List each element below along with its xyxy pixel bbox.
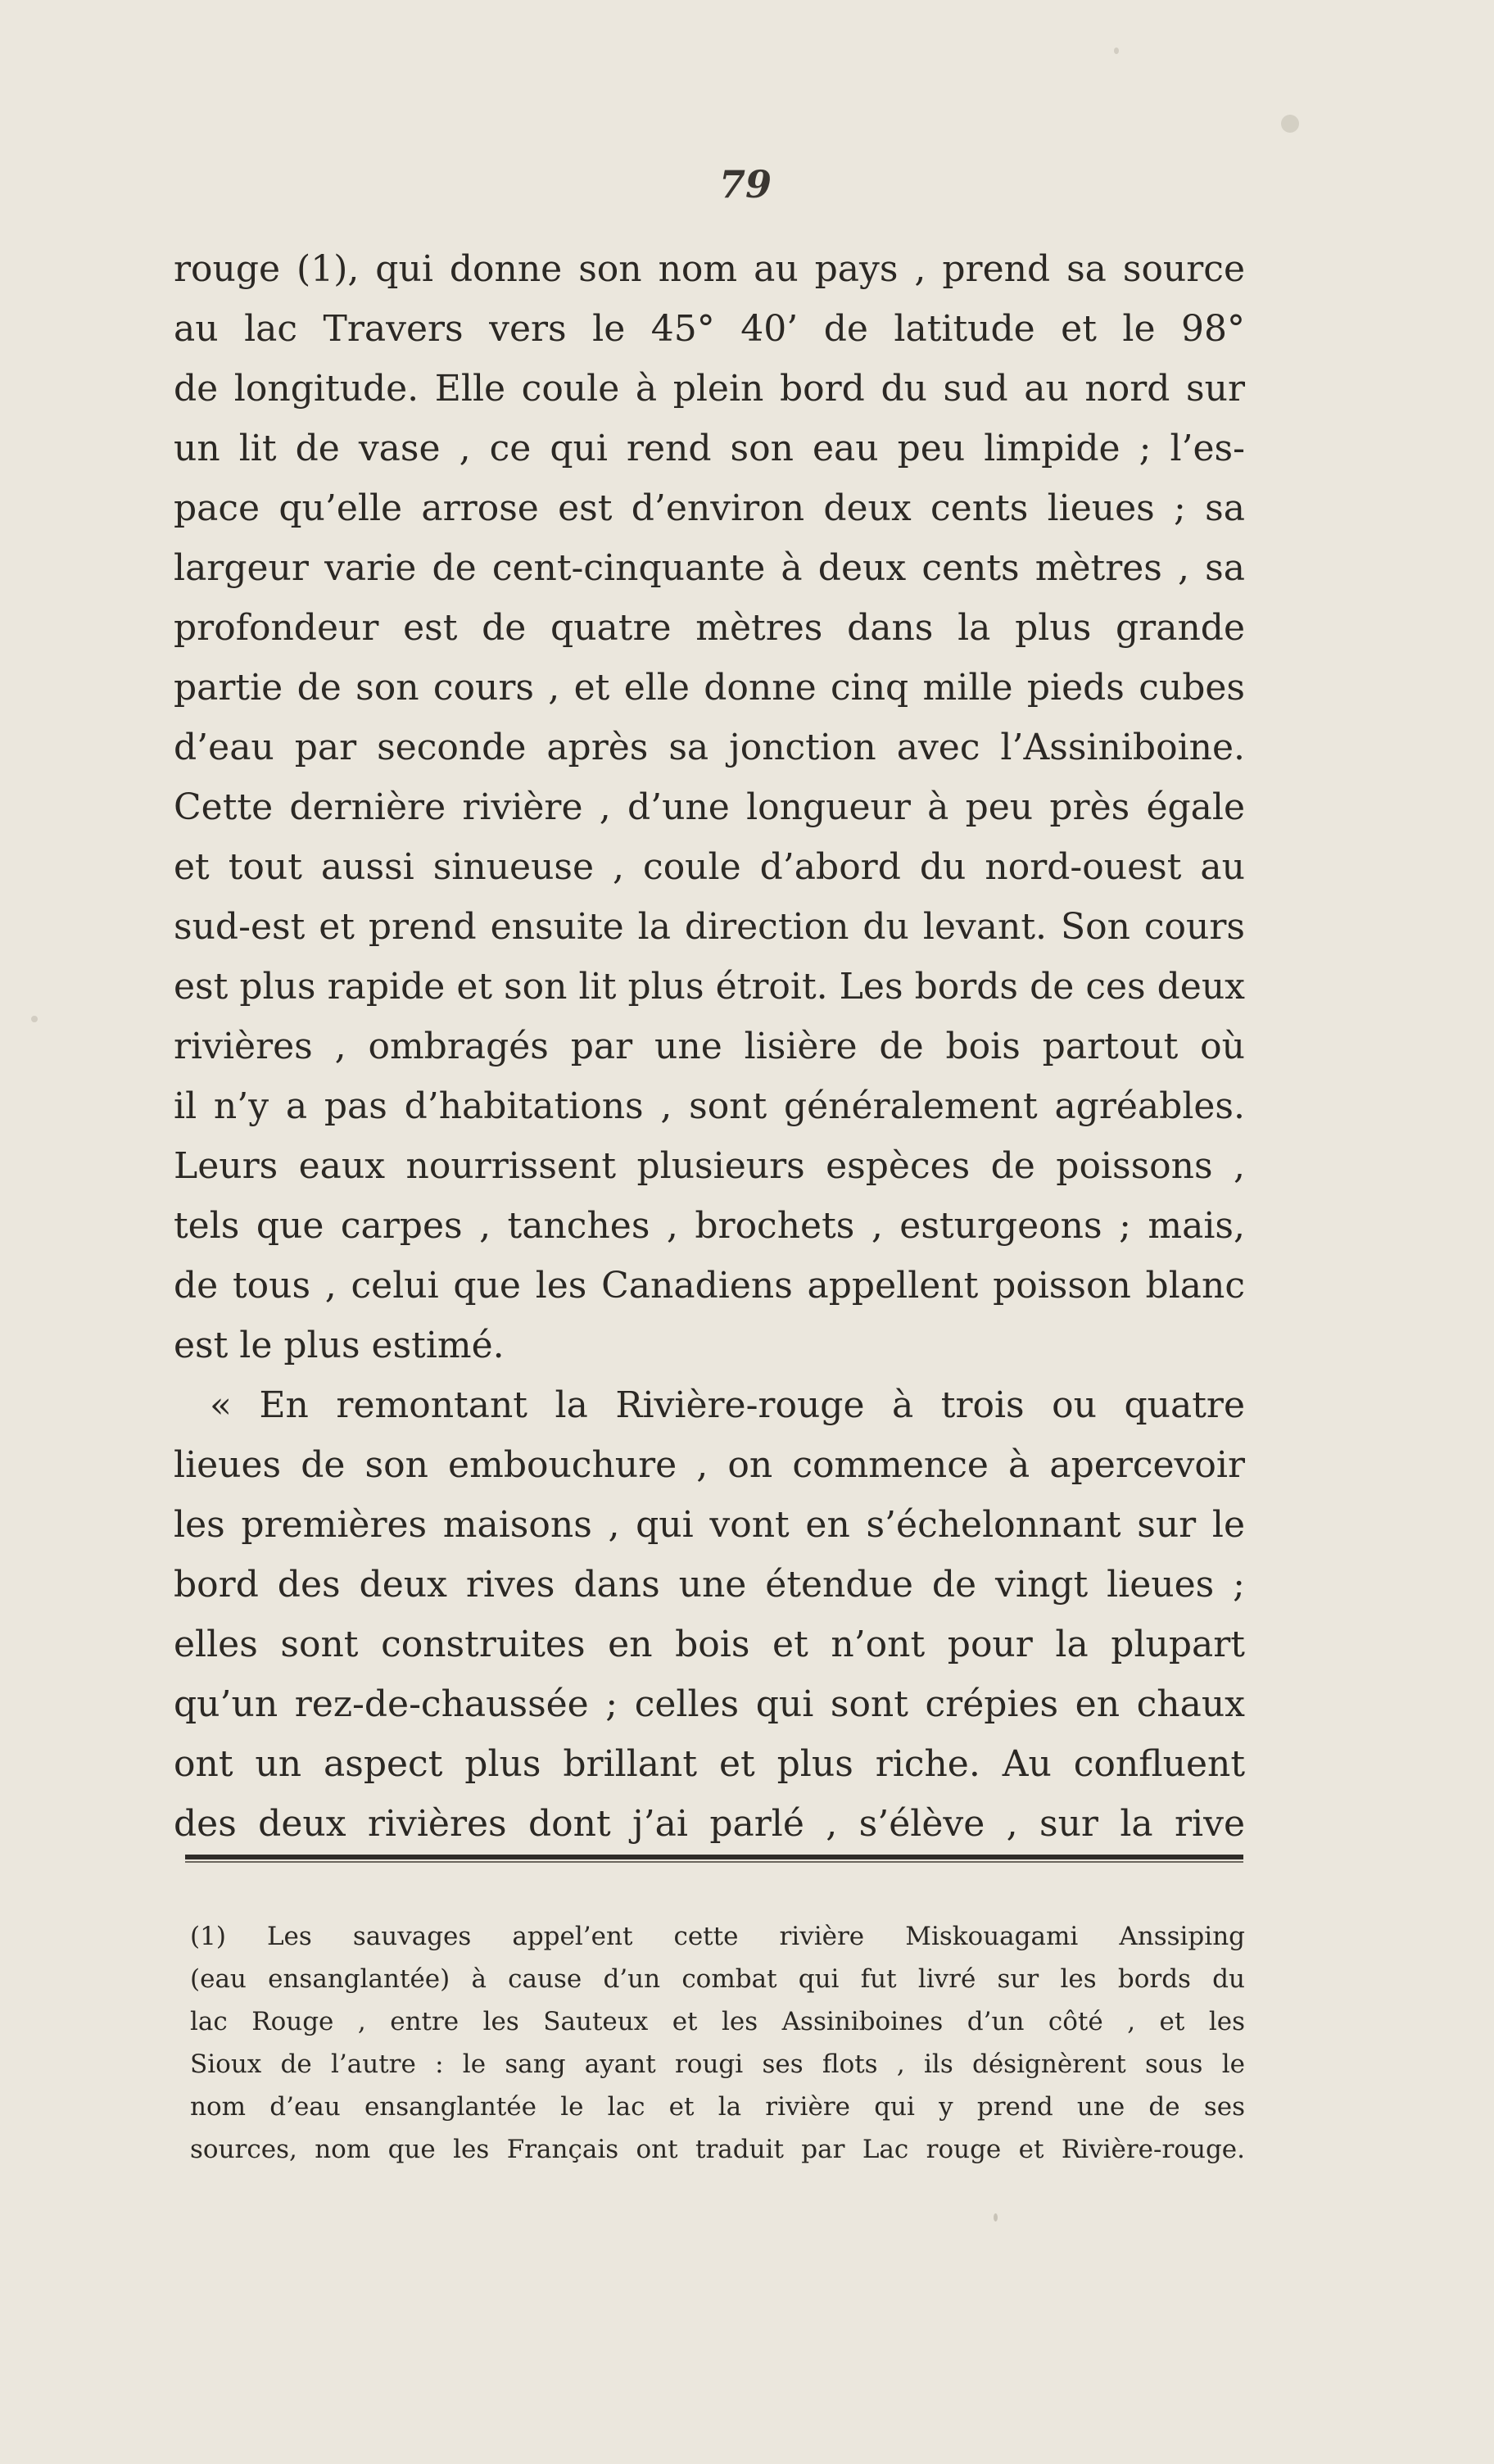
text-line: elles sont construites en bois et n’ont pour la plupart	[174, 1624, 1245, 1665]
text-line: « En remontant la Rivière-rouge à trois ou quatre	[210, 1384, 1245, 1426]
text-line: un lit de vase , ce qui rend son eau peu limpide ; l’es-	[174, 428, 1245, 469]
footnote-separator	[185, 1855, 1243, 1859]
text-line: largeur varie de cent-cinquante à deux cents mètres , sa	[174, 547, 1245, 589]
footnote-line: Sioux de l’autre : le sang ayant rougi ses flots , ils désignèrent sous le	[190, 2050, 1245, 2079]
text-line: ont un aspect plus brillant et plus riche. Au confluent	[174, 1743, 1245, 1785]
text-line: et tout aussi sinueuse , coule d’abord du nord-ouest au	[174, 846, 1245, 888]
page-number: 79	[718, 162, 772, 206]
footnote-separator-thin	[185, 1861, 1243, 1863]
text-line: des deux rivières dont j’ai parlé , s’élève , sur la rive	[174, 1803, 1245, 1845]
paper-speck	[1281, 115, 1299, 133]
text-line: les premières maisons , qui vont en s’échelonnant sur le	[174, 1504, 1245, 1546]
text-line: partie de son cours , et elle donne cinq mille pieds cubes	[174, 667, 1245, 709]
text-line: profondeur est de quatre mètres dans la plus grande	[174, 607, 1245, 649]
text-line: lieues de son embouchure , on commence à apercevoir	[174, 1444, 1245, 1486]
text-line: Leurs eaux nourrissent plusieurs espèces de poissons ,	[174, 1145, 1245, 1187]
text-line: est plus rapide et son lit plus étroit. Les bords de ces deux	[174, 966, 1245, 1008]
footnote-line: (1) Les sauvages appel’ent cette rivière Miskouagami Anssiping	[190, 1922, 1245, 1951]
text-line: de tous , celui que les Canadiens appellent poisson blanc	[174, 1265, 1245, 1307]
text-line: de longitude. Elle coule à plein bord du sud au nord sur	[174, 368, 1245, 410]
footnote-line: (eau ensanglantée) à cause d’un combat qui fut livré sur les bords du	[190, 1964, 1245, 1994]
footnote	[190, 1915, 1245, 2171]
text-line: pace qu’elle arrose est d’environ deux cents lieues ; sa	[174, 487, 1245, 529]
text-line: d’eau par seconde après sa jonction avec l’Assiniboine.	[174, 727, 1245, 768]
text-line: Cette dernière rivière , d’une longueur à peu près égale	[174, 786, 1245, 828]
text-line: est le plus estimé.	[174, 1325, 505, 1366]
body-text	[174, 239, 1245, 1854]
text-line: au lac Travers vers le 45° 40’ de latitude et le 98°	[174, 308, 1245, 350]
text-line: sud-est et prend ensuite la direction du levant. Son cours	[174, 906, 1245, 948]
text-line: il n’y a pas d’habitations , sont généralement agréables.	[174, 1085, 1245, 1127]
footnote-line: sources, nom que les Français ont traduit par Lac rouge et Rivière-rouge.	[190, 2135, 1245, 2164]
text-line: bord des deux rives dans une étendue de vingt lieues ;	[174, 1564, 1245, 1606]
text-line: qu’un rez-de-chaussée ; celles qui sont crépies en chaux	[174, 1683, 1245, 1725]
text-line: tels que carpes , tanches , brochets , esturgeons ; mais,	[174, 1205, 1245, 1247]
paragraph	[174, 239, 1245, 1375]
text-line: rivières , ombragés par une lisière de bois partout où	[174, 1026, 1245, 1067]
paper-speck	[31, 1016, 38, 1022]
footnote-line: nom d’eau ensanglantée le lac et la rivière qui y prend une de ses	[190, 2092, 1245, 2122]
paragraph	[174, 1375, 1245, 1854]
paper-speck	[1114, 48, 1119, 54]
paper-speck	[994, 2213, 998, 2222]
footnote-line: lac Rouge , entre les Sauteux et les Assiniboines d’un côté , et les	[190, 2007, 1245, 2036]
text-line: rouge (1), qui donne son nom au pays , prend sa source	[174, 248, 1245, 290]
